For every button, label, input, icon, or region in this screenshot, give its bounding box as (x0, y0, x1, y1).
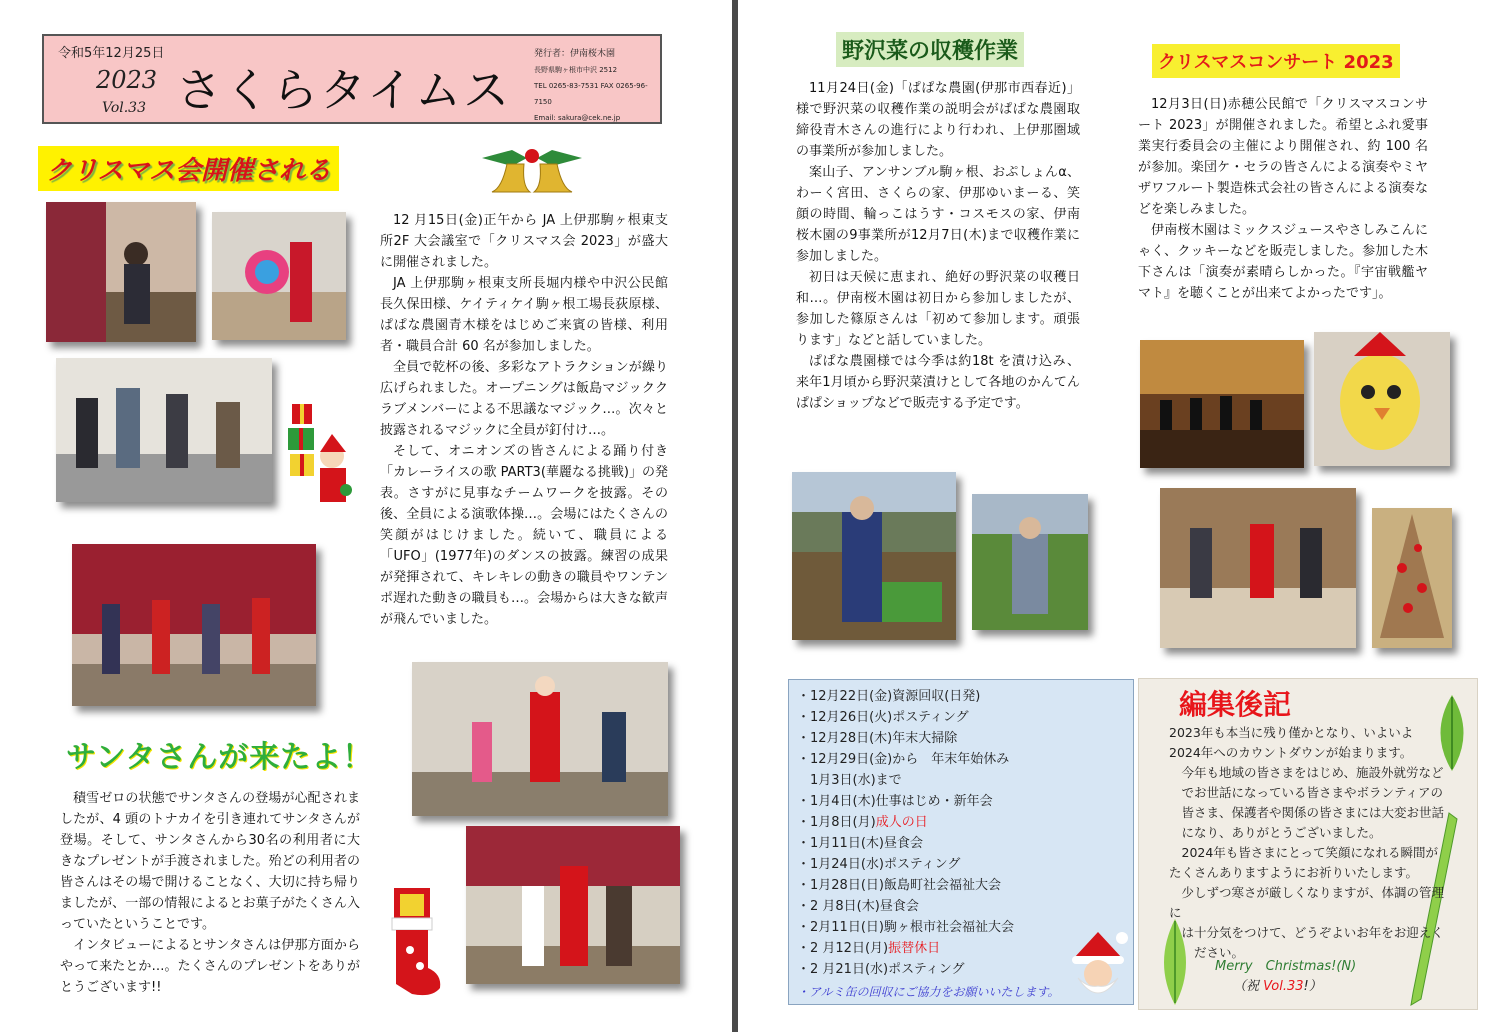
text-line: 2024年へのカウントダウンが始まります。 (1169, 745, 1413, 760)
photo-party-attendees (56, 358, 272, 502)
paragraph: 伊南桜木園はミックスジュースやさしみこんにゃく、クッキーなどを販売しました。参加した木下さんは「演奏が素晴らしかった。『宇宙戦艦ヤマト』を聴くことが出来てよかったです」。 (1138, 223, 1428, 301)
schedule-note: ・アルミ缶の回収にご協力をお願いいたします。 (797, 985, 1060, 999)
schedule-item: ・2 月8日(木)昼食会 (797, 899, 919, 914)
schedule-item: ・1月28日(日)飯島町社会福祉大会 (797, 878, 1001, 893)
christmas-bells-icon (452, 138, 612, 196)
schedule-item: ・12月29日(金)から 年末年始休み (797, 752, 1010, 767)
photo-concert-band (1140, 340, 1304, 468)
photo-santa-reindeer (466, 826, 680, 984)
santa-heading: サンタさんが来たよ！ (66, 740, 374, 775)
publisher: 発行者：伊南桜木園 (534, 49, 616, 59)
gift-tower-icon (284, 394, 356, 514)
schedule-item: ・2月11日(日)駒ヶ根市社会福祉大会 (797, 920, 1014, 935)
photo-santa-arrival (412, 662, 668, 816)
editor-note-title: 編集後記 (1179, 688, 1292, 721)
paragraph: JA 上伊那駒ヶ根東支所長堀内様や中沢公民館長久保田様、ケイティケイ駒ヶ根工場長荻原様、ぱぱな農園青木様をはじめご来賓の皆様、利用者・職員合計 60 名が参加しました。 (380, 276, 668, 354)
heading-part-2: 開催される (200, 156, 331, 186)
christmas-party-heading (38, 146, 339, 191)
concert-article (1138, 94, 1428, 304)
nozawana-article (796, 78, 1080, 414)
heading-part-1: クリスマス会 (46, 156, 201, 186)
text-line: 皆さま、保護者や関係の皆さまには大変お世話 (1169, 805, 1445, 820)
christmas-article (380, 210, 668, 630)
text-line: でお世話になっている皆さまやボランティアの (1169, 785, 1444, 800)
issue-date: 令和5年12月25日 (58, 46, 165, 61)
schedule-item: ・1月24日(水)ポスティング (797, 857, 961, 872)
nozawana-heading: 野沢菜の収穫作業 (836, 32, 1024, 67)
schedule-item: ・12月26日(火)ポスティング (797, 710, 969, 725)
issue-year: 2023 (96, 66, 158, 94)
schedule-item: ・2 月21日(水)ポスティング (797, 962, 965, 977)
photo-mascot (1314, 332, 1450, 466)
volume-celebration: （祝 Vol.33!） (1233, 979, 1322, 994)
santa-article (60, 788, 360, 998)
photo-sales-booth (1160, 488, 1356, 648)
paragraph: そして、オニオンズの皆さんによる踊り付き「カレーライスの歌 PART3(華麗なる挑戦)」の発表。さすがに見事なチームワークを披露。その後、全員による演歌体操…。会場にはたくさんの笑顔がはじけました。続いて、職員による「UFO」(1977年)のダンスの披露。練習の成果が発揮されて、キレキレの動きの職員やワンテンポ遅れた動きの職員も…。会場からは大きな歓声が飛んでいました。 (380, 444, 668, 627)
santa-face-icon (1062, 928, 1134, 1004)
page-divider (732, 0, 738, 1032)
schedule-item: ・12月28日(木)年末大掃除 (797, 731, 958, 746)
schedule-item: ・1月11日(木)昼食会 (797, 836, 923, 851)
paragraph: 初日は天候に恵まれ、絶好の野沢菜の収穫日和…。伊南桜木園は初日から参加しましたが、参加した篠原さんは「初めて参加します。頑張ります」などと話していました。 (796, 270, 1080, 348)
text-line: たくさんありますようにお祈りいたします。 (1169, 865, 1419, 880)
editor-note-text (1169, 723, 1449, 963)
paragraph: インタビューによるとサンタさんは伊那方面からやって来たとか…。たくさんのプレゼントをありがとうございます!! (60, 938, 360, 995)
photo-christmas-tree (1372, 508, 1452, 648)
issue-volume: Vol.33 (102, 100, 146, 116)
paragraph: ぱぱな農園様では今季は約18t を漬け込み、来年1月頃から野沢菜漬けとして各地のかんてんぱぱショップなどで販売する予定です。 (796, 354, 1080, 411)
text-line: 今年も地域の皆さまをはじめ、施設外就労など (1169, 765, 1444, 780)
paragraph: 全員で乾杯の後、多彩なアトラクションが繰り広げられました。オープニングは飯島マジッククラブメンバーによる不思議なマジック…。次々と披露されるマジックに全員が釘付け…。 (380, 360, 668, 438)
merry-christmas-sign: Merry Christmas!(N) (1215, 959, 1357, 974)
text-line: 2023年も本当に残り僅かとなり、いよいよ (1169, 725, 1414, 740)
newsletter-title: さくらタイムス (176, 63, 512, 117)
schedule-item: ・12月22日(金)資源回収(日発) (797, 689, 981, 704)
text-line: ださい。 (1169, 945, 1245, 960)
photo-magician-umbrella (212, 212, 346, 340)
publisher-info (534, 46, 660, 126)
text-line: 2024年も皆さまにとって笑顔になれる瞬間が (1169, 845, 1439, 860)
left-page (0, 0, 726, 1032)
schedule-item: ・2 月12日(月)振替休日 (797, 941, 941, 956)
address: 長野県駒ヶ根市中沢 2512 (534, 66, 618, 74)
schedule-item: ・1月4日(木)仕事はじめ・新年会 (797, 794, 993, 809)
stocking-icon (382, 888, 448, 1000)
photo-harvest-1 (792, 472, 956, 640)
text-line: 少しずつ寒さが厳しくなりますが、体調の管理に (1169, 885, 1445, 920)
schedule-item: ・1月8日(月)成人の日 (797, 815, 928, 830)
masthead (42, 34, 662, 124)
paragraph: 11月24日(金)「ぱぱな農園(伊那市西春近)」様で野沢菜の収穫作業の説明会がぱぱな農園取締役青木さんの進行により行われ、上伊那圏域の事業所が参加しました。 (796, 81, 1080, 159)
photo-harvest-2 (972, 494, 1088, 630)
editor-note-box (1138, 678, 1478, 1010)
paragraph: 案山子、アンサンブル駒ヶ根、おぷしょんα、わーく宮田、さくらの家、伊那ゆいまーる、笑顔の時間、輪っこはうす・コスモスの家、伊南桜木園の9事業所が12月7日(木)まで収穫作業に参加しました。 (796, 165, 1080, 264)
text-line: は十分気をつけて、どうぞよいお年をお迎えく (1169, 925, 1444, 940)
phone-fax: TEL 0265-83-7531 FAX 0265-96-7150 (534, 82, 648, 106)
schedule-item: 1月3日(水)まで (797, 773, 902, 788)
paragraph: 12 月15日(金)正午から JA 上伊那駒ヶ根東支所2F 大会議室で「クリスマス会 2023」が盛大に開催されました。 (380, 213, 668, 270)
photo-magic-show (46, 202, 196, 342)
email: Email: sakura@cek.ne.jp (534, 114, 621, 122)
photo-dance-stage (72, 544, 316, 706)
text-line: になり、ありがとうございました。 (1169, 825, 1382, 840)
concert-heading: クリスマスコンサート 2023 (1152, 44, 1400, 78)
paragraph: 積雪ゼロの状態でサンタさんの登場が心配されましたが、4 頭のトナカイを引き連れてサンタさんが登場。そして、サンタさんから30名の利用者に大きなプレゼントが手渡されました。殆どの利用者の皆さんはその場で開けることなく、大切に持ち帰りましたが、一部の情報によるとお菓子がたくさん入っていたということです。 (60, 791, 360, 932)
paragraph: 12月3日(日)赤穂公民館で「クリスマスコンサート 2023」が開催されました。希望とふれ愛事業実行委員会の主催により開催され、約 100 名が参加。楽団ケ・セラの皆さんによる演奏やミヤザワフルート製造株式会社の皆さんによる演奏などを楽しみました。 (1138, 97, 1428, 217)
